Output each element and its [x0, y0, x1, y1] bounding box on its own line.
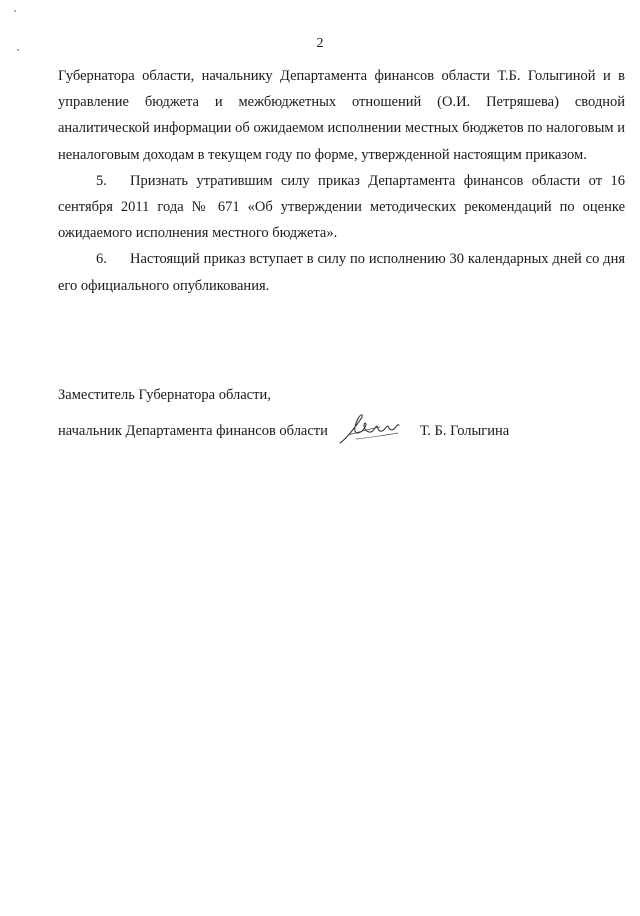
signature-block	[58, 385, 578, 441]
signer-name: Т. Б. Голыгина	[419, 423, 510, 439]
page-number: 2	[316, 36, 324, 51]
paragraph-text: Настоящий приказ вступает в силу по исполнению 30 календарных дней со дня его официального опубликования.	[58, 251, 625, 294]
signer-position-line-2: начальник Департамента финансов области	[58, 423, 328, 439]
handwritten-signature	[336, 411, 406, 447]
signer-position-line-1: Заместитель Губернатора области,	[58, 387, 271, 403]
paragraph-number: 5.	[96, 172, 107, 189]
paragraph-item-6	[58, 246, 625, 298]
paragraph-continuation	[58, 63, 625, 168]
scan-artifact	[14, 10, 16, 12]
signature-row	[58, 405, 578, 441]
paragraph-number: 6.	[96, 251, 107, 268]
paragraph-text: Признать утратившим силу приказ Департамента финансов области от 16 сентября 2011 года № 671 «Об утверждении методических рекомендаций по оценке ожидаемого исполнения местного бюджета».	[58, 172, 625, 242]
paragraph-item-5	[58, 168, 625, 247]
document-body	[58, 63, 625, 299]
paragraph-text: Губернатора области, начальнику Департамента финансов области Т.Б. Голыгиной и в управление бюджета и межбюджетных отношений (О.И. Петряшева) сводной аналитической информации об ожидаемом исполнении местных бюджетов по налоговым и неналоговым доходам в текущем году по форме, утвержденной настоящим приказом.	[58, 68, 625, 163]
